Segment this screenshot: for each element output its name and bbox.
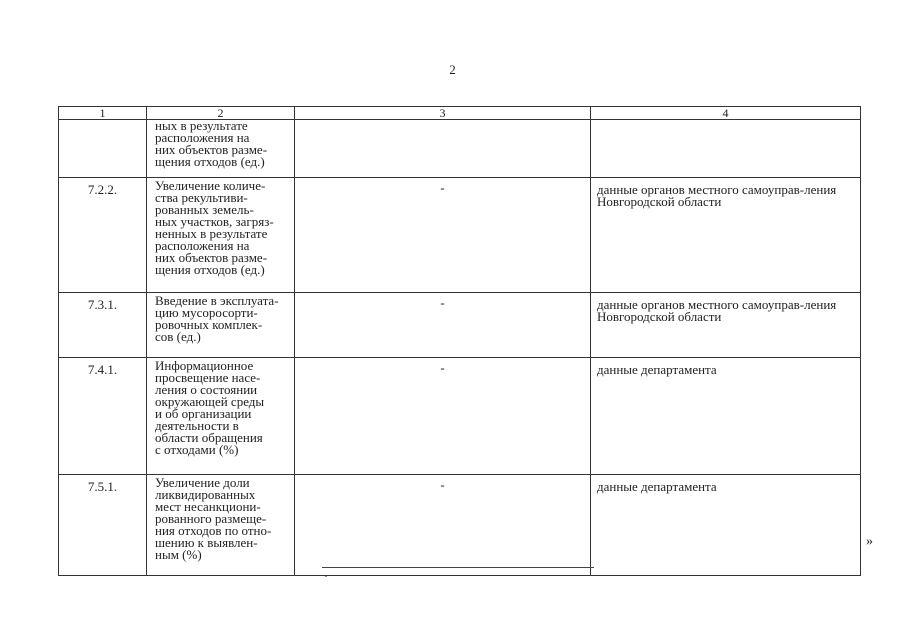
column-header: 3 bbox=[295, 107, 591, 120]
column-header: 2 bbox=[147, 107, 295, 120]
indicator-line: мест несанкциони- bbox=[155, 499, 261, 514]
table-row bbox=[59, 358, 861, 475]
row-number: 7.5.1. bbox=[59, 475, 147, 576]
indicator-line: ликвидированных bbox=[155, 487, 256, 502]
indicator-line: ровочных комплек- bbox=[155, 317, 263, 332]
indicator-line: ненных в результате bbox=[155, 226, 268, 241]
row-number: 7.3.1. bbox=[59, 293, 147, 358]
value-cell: - bbox=[295, 475, 591, 576]
column-header: 4 bbox=[591, 107, 861, 120]
indicator-line: деятельности в bbox=[155, 418, 239, 433]
scan-speck bbox=[325, 576, 327, 577]
source-cell: данные департамента bbox=[591, 358, 861, 475]
indicator-cell bbox=[147, 120, 295, 178]
indicator-line: цию мусоросорти- bbox=[155, 305, 258, 320]
indicator-line: ства рекультиви- bbox=[155, 190, 248, 205]
indicator-line: сов (ед.) bbox=[155, 329, 201, 344]
indicator-line: Увеличение доли bbox=[155, 475, 250, 490]
indicator-line: и об организации bbox=[155, 406, 252, 421]
indicator-cell bbox=[147, 293, 295, 358]
source-cell: данные органов местного самоуправ-ления Новгородской области bbox=[591, 293, 861, 358]
indicator-line: Информационное bbox=[155, 358, 254, 373]
row-number bbox=[59, 120, 147, 178]
indicator-cell bbox=[147, 178, 295, 293]
indicator-line: рованных земель- bbox=[155, 202, 254, 217]
indicator-line: ных в результате bbox=[155, 118, 248, 133]
indicator-line: щения отходов (ед.) bbox=[155, 154, 265, 169]
indicator-line: щения отходов (ед.) bbox=[155, 262, 265, 277]
indicator-line: ных участков, загряз- bbox=[155, 214, 274, 229]
indicator-cell bbox=[147, 475, 295, 576]
indicator-line: расположения на bbox=[155, 130, 250, 145]
indicator-line: шению к выявлен- bbox=[155, 535, 258, 550]
indicator-line: ления о состоянии bbox=[155, 382, 258, 397]
closing-quote: » bbox=[866, 534, 873, 549]
table-row bbox=[59, 293, 861, 358]
indicators-table bbox=[58, 106, 861, 576]
column-header: 1 bbox=[59, 107, 147, 120]
indicator-line: Увеличение количе- bbox=[155, 178, 266, 193]
indicator-line: расположения на bbox=[155, 238, 250, 253]
table-row bbox=[59, 475, 861, 576]
source-cell bbox=[591, 120, 861, 178]
table-row bbox=[59, 178, 861, 293]
indicator-line: ным (%) bbox=[155, 547, 202, 562]
indicator-line: рованного размеще- bbox=[155, 511, 267, 526]
page-number: 2 bbox=[449, 62, 456, 77]
row-number: 7.2.2. bbox=[59, 178, 147, 293]
value-cell: - bbox=[295, 178, 591, 293]
indicator-line: области обращения bbox=[155, 430, 263, 445]
table-row bbox=[59, 120, 861, 178]
value-cell bbox=[295, 120, 591, 178]
indicator-line: Введение в эксплуата- bbox=[155, 293, 279, 308]
row-number: 7.4.1. bbox=[59, 358, 147, 475]
indicator-cell bbox=[147, 358, 295, 475]
value-cell: - bbox=[295, 358, 591, 475]
indicator-line: просвещение насе- bbox=[155, 370, 261, 385]
indicator-line: с отходами (%) bbox=[155, 442, 239, 457]
value-cell: - bbox=[295, 293, 591, 358]
source-cell: данные департамента bbox=[591, 475, 861, 576]
source-cell: данные органов местного самоуправ-ления Новгородской области bbox=[591, 178, 861, 293]
indicator-line: ния отходов по отно- bbox=[155, 523, 272, 538]
indicator-line: окружающей среды bbox=[155, 394, 265, 409]
indicator-line: них объектов разме- bbox=[155, 250, 268, 265]
footer-divider bbox=[322, 567, 594, 568]
indicator-line: них объектов разме- bbox=[155, 142, 268, 157]
